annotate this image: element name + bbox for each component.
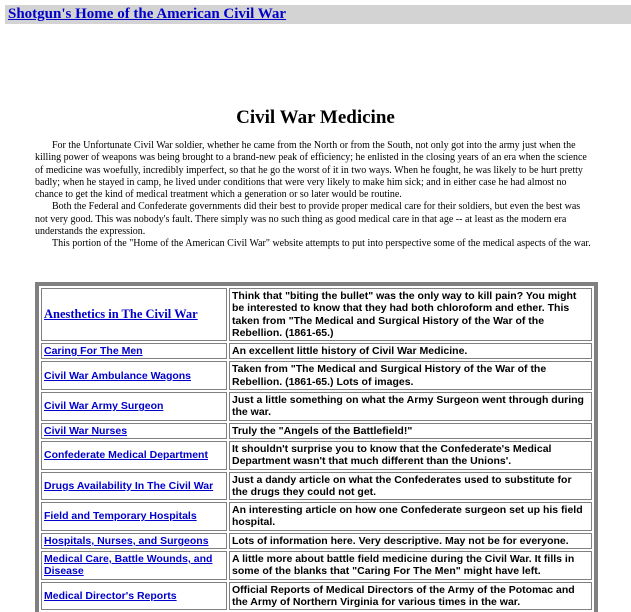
table-row [41, 533, 592, 549]
link-cell [41, 343, 227, 359]
links-table [39, 286, 594, 612]
table-row [41, 343, 592, 359]
description-cell: Just a little something on what the Army Surgeon went through during the war. [229, 392, 592, 421]
description-cell: Taken from "The Medical and Surgical History of the War of the Rebellion. (1861-65.) Lots of images. [229, 361, 592, 390]
link-anesthetics[interactable]: Anesthetics in The Civil War [44, 306, 198, 321]
table-row [41, 441, 592, 470]
intro-paragraph: Both the Federal and Confederate governments did their best to provide proper medical care for their soldiers, but even the best was not very good. This was nobody's fault. There simply was no such thing as good medical care in that age -- at least as the modern era understands the expression. [35, 201, 581, 238]
link-hospitals-nurses-surgeons[interactable]: Hospitals, Nurses, and Surgeons [44, 534, 209, 547]
link-cell [41, 472, 227, 501]
table-row [41, 361, 592, 390]
description-cell: Lots of information here. Very descriptive. May not be for everyone. [229, 533, 592, 549]
link-medical-care-battle-wounds[interactable]: Medical Care, Battle Wounds, and Disease [44, 553, 213, 578]
link-cell [41, 288, 227, 341]
link-cell [41, 533, 227, 549]
link-field-hospitals[interactable]: Field and Temporary Hospitals [44, 510, 197, 523]
description-cell: An excellent little history of Civil War Medicine. [229, 343, 592, 359]
link-cell [41, 441, 227, 470]
intro-paragraph: For the Unfortunate Civil War soldier, whether he came from the North or from the South, not only got into the army just when the killing power of weapons was being brought to a brand-new peak of efficiency; he enlisted in the closing years of an era when the science of medicine was woefully, incredibly imperfect, so that he go the worst of it in two ways. When he fought, he was likely to be hurt pretty badly; when he stayed in camp, he lived under conditions that were very likely to make him sick; and in either case he had almost no chance to get the kind of medical treatment which a generation or so later would be routine. [35, 140, 587, 201]
table-row [41, 582, 592, 611]
table-row [41, 502, 592, 531]
description-cell: An interesting article on how one Confederate surgeon set up his field hospital. [229, 502, 592, 531]
link-cell [41, 502, 227, 531]
link-cell [41, 423, 227, 439]
intro-paragraph: This portion of the "Home of the American Civil War" website attempts to put into perspective some of the medical aspects of the war. [52, 238, 591, 250]
link-army-surgeon[interactable]: Civil War Army Surgeon [44, 400, 164, 413]
link-medical-directors-reports[interactable]: Medical Director's Reports [44, 589, 177, 602]
table-row [41, 472, 592, 501]
link-caring-for-the-men[interactable]: Caring For The Men [44, 345, 143, 358]
description-cell: Think that "biting the bullet" was the only way to kill pain? You might be interested to know that they had both chloroform and ether. This taken from "The Medical and Surgical History of the War of the Rebellion. (1861-65.) [229, 288, 592, 341]
link-drugs-availability[interactable]: Drugs Availability In The Civil War [44, 479, 214, 492]
description-cell: Just a dandy article on what the Confederates used to substitute for the drugs they could not get. [229, 472, 592, 501]
intro-text [35, 140, 595, 251]
link-nurses[interactable]: Civil War Nurses [44, 424, 128, 437]
link-cell [41, 392, 227, 421]
site-home-link[interactable]: Shotgun's Home of the American Civil War [8, 6, 287, 22]
table-row [41, 288, 592, 341]
link-cell [41, 361, 227, 390]
description-cell: It shouldn't surprise you to know that the Confederate's Medical Department wasn't that much different than the Unions'. [229, 441, 592, 470]
site-header-bar [5, 5, 631, 24]
link-confederate-medical-department[interactable]: Confederate Medical Department [44, 449, 208, 462]
link-cell [41, 551, 227, 580]
link-ambulance-wagons[interactable]: Civil War Ambulance Wagons [44, 369, 192, 382]
description-cell: A little more about battle field medicine during the Civil War. It fills in some of the blanks that "Caring For The Men" might have left. [229, 551, 592, 580]
page-title: Civil War Medicine [236, 107, 395, 128]
description-cell: Truly the "Angels of the Battlefield!" [229, 423, 592, 439]
link-cell [41, 582, 227, 611]
table-row [41, 423, 592, 439]
table-row [41, 392, 592, 421]
table-row [41, 551, 592, 580]
links-table-frame [35, 282, 598, 612]
description-cell: Official Reports of Medical Directors of the Army of the Potomac and the Army of Northern Virginia for various times in the war. [229, 582, 592, 611]
